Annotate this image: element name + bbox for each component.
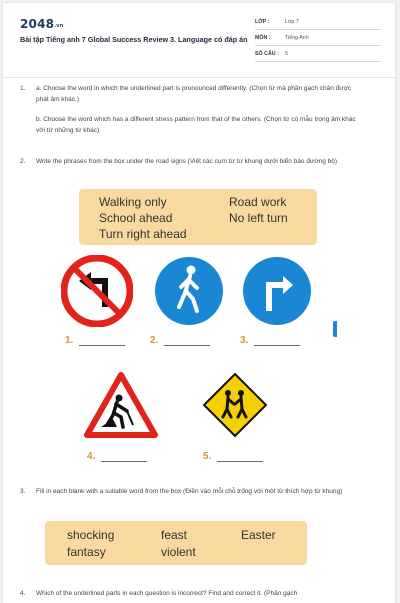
phrase-box [79, 189, 317, 245]
meta-value: Tiếng Anh [285, 35, 309, 41]
meta-label: SỐ CÂU : [255, 51, 279, 57]
answer-blank-4[interactable] [87, 451, 95, 462]
phrase-item: Walking only [99, 195, 167, 209]
phrase-item: No left turn [229, 211, 288, 225]
question-1b-text: b. Choose the word which has a different stress pattern from that of the others. (Chọn từ có mẫu trọng âm khác với từ những từ khác) [36, 116, 356, 134]
answer-blank-1[interactable] [65, 335, 73, 346]
meta-class [255, 16, 381, 30]
meta-count [255, 48, 381, 62]
blank-label: 5. [203, 451, 212, 462]
word-box [45, 521, 307, 565]
question-number: 2. [20, 158, 26, 165]
word-item: feast [161, 528, 188, 542]
meta-label: LỚP : [255, 19, 270, 25]
word-item: Easter [241, 528, 276, 542]
meta-subject [255, 32, 381, 46]
document-page [3, 3, 395, 603]
blank-label: 1. [65, 335, 74, 346]
blank-line [164, 345, 210, 346]
blank-line [101, 461, 147, 462]
phrase-item: Road work [229, 195, 287, 209]
question-number: 3. [20, 488, 26, 495]
logo-suffix: .vn [54, 23, 64, 29]
page-title: Bài tập Tiếng anh 7 Global Success Review 3. Language có đáp án [20, 35, 248, 44]
road-work-sign-icon [83, 371, 159, 439]
header [3, 3, 395, 73]
logo-text: 2048 [20, 17, 55, 31]
blank-label: 3. [240, 335, 249, 346]
question-number: 4. [20, 590, 26, 597]
answer-blank-2[interactable] [150, 335, 158, 346]
word-item: shocking [67, 528, 115, 542]
walking-only-sign-icon [153, 255, 225, 327]
turn-right-ahead-sign-icon [241, 255, 313, 327]
question-2-text: Write the phrases from the box under the road signs (Viết các cụm từ từ khung dưới biển báo đường bộ) [36, 158, 338, 165]
answer-blank-5[interactable] [203, 451, 211, 462]
meta-value: 5 [285, 51, 288, 57]
blank-label: 4. [87, 451, 96, 462]
blank-label: 2. [150, 335, 159, 346]
meta-value: Lớp 7 [285, 19, 299, 25]
phrase-item: Turn right ahead [99, 227, 187, 241]
partial-sign-edge [333, 321, 337, 337]
word-item: fantasy [67, 545, 106, 559]
school-ahead-sign-icon [201, 371, 269, 439]
blank-line [217, 461, 263, 462]
question-number: 1. [20, 85, 26, 92]
question-3-text: Fill in each blank with a suitable word from the box (Điền vào mỗi chỗ trống với một từ thích hợp từ khung) [36, 488, 343, 495]
blank-line [79, 345, 125, 346]
header-divider [3, 77, 395, 78]
site-logo[interactable] [20, 17, 64, 31]
phrase-item: School ahead [99, 211, 173, 225]
question-4-text: Which of the underlined parts in each question is incorrect? Find and correct it. (Phần gạch [36, 590, 298, 597]
no-left-turn-sign-icon [61, 255, 133, 327]
meta-label: MÔN : [255, 35, 271, 41]
blank-line [254, 345, 300, 346]
answer-blank-3[interactable] [240, 335, 248, 346]
question-1a-text: a. Choose the word in which the underlined part is pronounced differently. (Chọn từ mà phần gạch chân được phát âm khác.) [36, 85, 352, 103]
word-item: violent [161, 545, 196, 559]
